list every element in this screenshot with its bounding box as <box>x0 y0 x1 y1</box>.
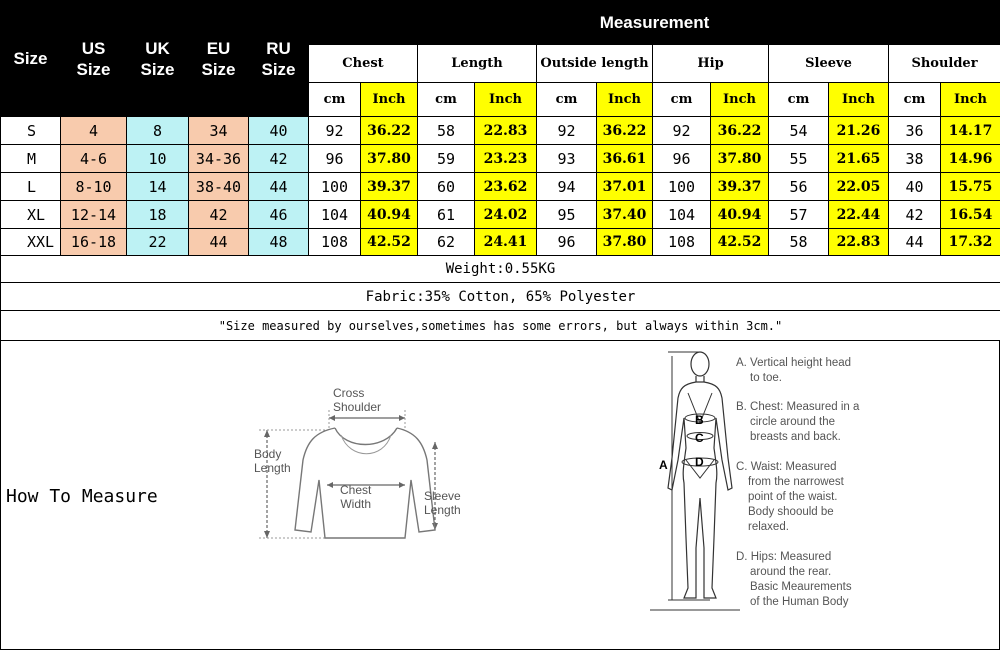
row-cm-value: 96 <box>536 228 597 256</box>
row-cm-value: 100 <box>308 172 361 201</box>
row-inch-value: 21.26 <box>828 116 889 145</box>
row-uk: 10 <box>126 144 189 173</box>
row-inch-value: 40.94 <box>710 200 769 229</box>
row-cm-value: 92 <box>652 116 711 145</box>
row-inch-value: 42.52 <box>710 228 769 256</box>
header-uk-size-line1: UK <box>145 38 170 58</box>
row-cm-value: 56 <box>768 172 829 201</box>
header-us-size-line2: Size <box>76 59 111 79</box>
body-letter-d: D <box>695 455 704 469</box>
row-size: M <box>0 144 61 173</box>
header-ru-size-line2: Size <box>261 59 296 79</box>
body-note-b: B. Chest: Measured in a circle around the breasts and back. <box>736 401 860 443</box>
row-inch-value: 37.80 <box>360 144 418 173</box>
header-group-1: Length <box>417 44 537 83</box>
row-inch-value: 24.02 <box>474 200 537 229</box>
row-cm-value: 94 <box>536 172 597 201</box>
header-ru-size <box>248 0 309 117</box>
header-group-2: Outside length <box>536 44 653 83</box>
header-group-3: Hip <box>652 44 769 83</box>
row-inch-value: 36.61 <box>596 144 653 173</box>
header-unit-cm-5: cm <box>888 82 941 117</box>
header-uk-size <box>126 0 189 117</box>
header-unit-inch-1: Inch <box>474 82 537 117</box>
body-length-label: Body Length <box>254 447 291 475</box>
row-cm-value: 44 <box>888 228 941 256</box>
header-us-size-line1: US <box>81 38 106 58</box>
row-cm-value: 92 <box>536 116 597 145</box>
row-inch-value: 36.22 <box>710 116 769 145</box>
chest-width-label: Chest Width <box>340 483 372 511</box>
row-size: S <box>0 116 61 145</box>
header-unit-cm-3: cm <box>652 82 711 117</box>
row-inch-value: 36.22 <box>596 116 653 145</box>
row-uk: 14 <box>126 172 189 201</box>
header-us-size <box>60 0 127 117</box>
row-us: 12-14 <box>60 200 127 229</box>
row-eu: 44 <box>188 228 249 256</box>
row-inch-value: 14.96 <box>940 144 1000 173</box>
row-cm-value: 59 <box>417 144 475 173</box>
row-inch-value: 23.23 <box>474 144 537 173</box>
row-uk: 18 <box>126 200 189 229</box>
row-cm-value: 61 <box>417 200 475 229</box>
body-note-a: A. Vertical height head to toe. <box>736 357 852 384</box>
header-unit-inch-2: Inch <box>596 82 653 117</box>
row-us: 16-18 <box>60 228 127 256</box>
row-cm-value: 96 <box>652 144 711 173</box>
header-unit-inch-5: Inch <box>940 82 1000 117</box>
fabric-note: Fabric:35% Cotton, 65% Polyester <box>0 282 1000 311</box>
row-inch-value: 37.01 <box>596 172 653 201</box>
row-ru: 44 <box>248 172 309 201</box>
row-cm-value: 100 <box>652 172 711 201</box>
header-unit-inch-4: Inch <box>828 82 889 117</box>
header-group-5: Shoulder <box>888 44 1000 83</box>
row-inch-value: 37.40 <box>596 200 653 229</box>
row-cm-value: 55 <box>768 144 829 173</box>
body-measure-diagram <box>650 348 740 613</box>
row-cm-value: 104 <box>308 200 361 229</box>
body-letter-c: C <box>695 431 704 445</box>
body-note-d: D. Hips: Measured around the rear. Basic Meaurements of the Human Body <box>736 551 852 608</box>
row-ru: 46 <box>248 200 309 229</box>
row-cm-value: 92 <box>308 116 361 145</box>
body-letter-b: B <box>695 413 704 427</box>
row-cm-value: 42 <box>888 200 941 229</box>
row-ru: 48 <box>248 228 309 256</box>
row-inch-value: 24.41 <box>474 228 537 256</box>
row-inch-value: 22.05 <box>828 172 889 201</box>
row-us: 4 <box>60 116 127 145</box>
header-eu-size <box>188 0 249 117</box>
row-cm-value: 104 <box>652 200 711 229</box>
header-group-0: Chest <box>308 44 418 83</box>
row-cm-value: 93 <box>536 144 597 173</box>
row-uk: 8 <box>126 116 189 145</box>
row-eu: 34 <box>188 116 249 145</box>
row-inch-value: 39.37 <box>710 172 769 201</box>
row-inch-value: 40.94 <box>360 200 418 229</box>
row-cm-value: 54 <box>768 116 829 145</box>
header-eu-size-line1: EU <box>206 38 231 58</box>
sleeve-length-label: Sleeve Length <box>424 489 461 517</box>
row-cm-value: 60 <box>417 172 475 201</box>
header-group-4: Sleeve <box>768 44 889 83</box>
row-inch-value: 21.65 <box>828 144 889 173</box>
row-size: XL <box>0 200 61 229</box>
row-inch-value: 23.62 <box>474 172 537 201</box>
header-unit-inch-3: Inch <box>710 82 769 117</box>
row-inch-value: 37.80 <box>710 144 769 173</box>
how-to-measure-title: How To Measure <box>6 486 158 507</box>
row-cm-value: 58 <box>768 228 829 256</box>
body-note-c: C. Waist: Measured from the narrowest point of the waist. Body shoould be relaxed. <box>736 461 844 533</box>
row-inch-value: 22.44 <box>828 200 889 229</box>
row-us: 4-6 <box>60 144 127 173</box>
row-cm-value: 108 <box>308 228 361 256</box>
row-inch-value: 36.22 <box>360 116 418 145</box>
row-inch-value: 42.52 <box>360 228 418 256</box>
cross-shoulder-label: Cross Shoulder <box>333 386 382 414</box>
row-eu: 42 <box>188 200 249 229</box>
row-cm-value: 40 <box>888 172 941 201</box>
row-inch-value: 14.17 <box>940 116 1000 145</box>
row-us: 8-10 <box>60 172 127 201</box>
row-inch-value: 16.54 <box>940 200 1000 229</box>
disclaimer-note: "Size measured by ourselves,sometimes has some errors, but always within 3cm." <box>0 310 1000 341</box>
header-size: Size <box>0 0 61 117</box>
row-cm-value: 62 <box>417 228 475 256</box>
row-uk: 22 <box>126 228 189 256</box>
row-inch-value: 37.80 <box>596 228 653 256</box>
row-cm-value: 38 <box>888 144 941 173</box>
row-cm-value: 57 <box>768 200 829 229</box>
row-inch-value: 17.32 <box>940 228 1000 256</box>
header-uk-size-line2: Size <box>140 59 175 79</box>
header-ru-size-line1: RU <box>266 38 291 58</box>
row-inch-value: 22.83 <box>474 116 537 145</box>
row-eu: 34-36 <box>188 144 249 173</box>
row-ru: 42 <box>248 144 309 173</box>
row-inch-value: 22.83 <box>828 228 889 256</box>
row-inch-value: 39.37 <box>360 172 418 201</box>
row-cm-value: 96 <box>308 144 361 173</box>
row-cm-value: 95 <box>536 200 597 229</box>
header-measurement: Measurement <box>308 0 1000 45</box>
header-eu-size-line2: Size <box>201 59 236 79</box>
body-letter-a: A <box>659 458 668 472</box>
header-unit-cm-0: cm <box>308 82 361 117</box>
row-inch-value: 15.75 <box>940 172 1000 201</box>
row-cm-value: 108 <box>652 228 711 256</box>
header-unit-cm-4: cm <box>768 82 829 117</box>
row-eu: 38-40 <box>188 172 249 201</box>
row-size: L <box>0 172 61 201</box>
weight-note: Weight:0.55KG <box>0 255 1000 283</box>
header-unit-inch-0: Inch <box>360 82 418 117</box>
header-unit-cm-1: cm <box>417 82 475 117</box>
row-ru: 40 <box>248 116 309 145</box>
row-cm-value: 36 <box>888 116 941 145</box>
row-size: XXL <box>0 228 61 256</box>
header-unit-cm-2: cm <box>536 82 597 117</box>
row-cm-value: 58 <box>417 116 475 145</box>
